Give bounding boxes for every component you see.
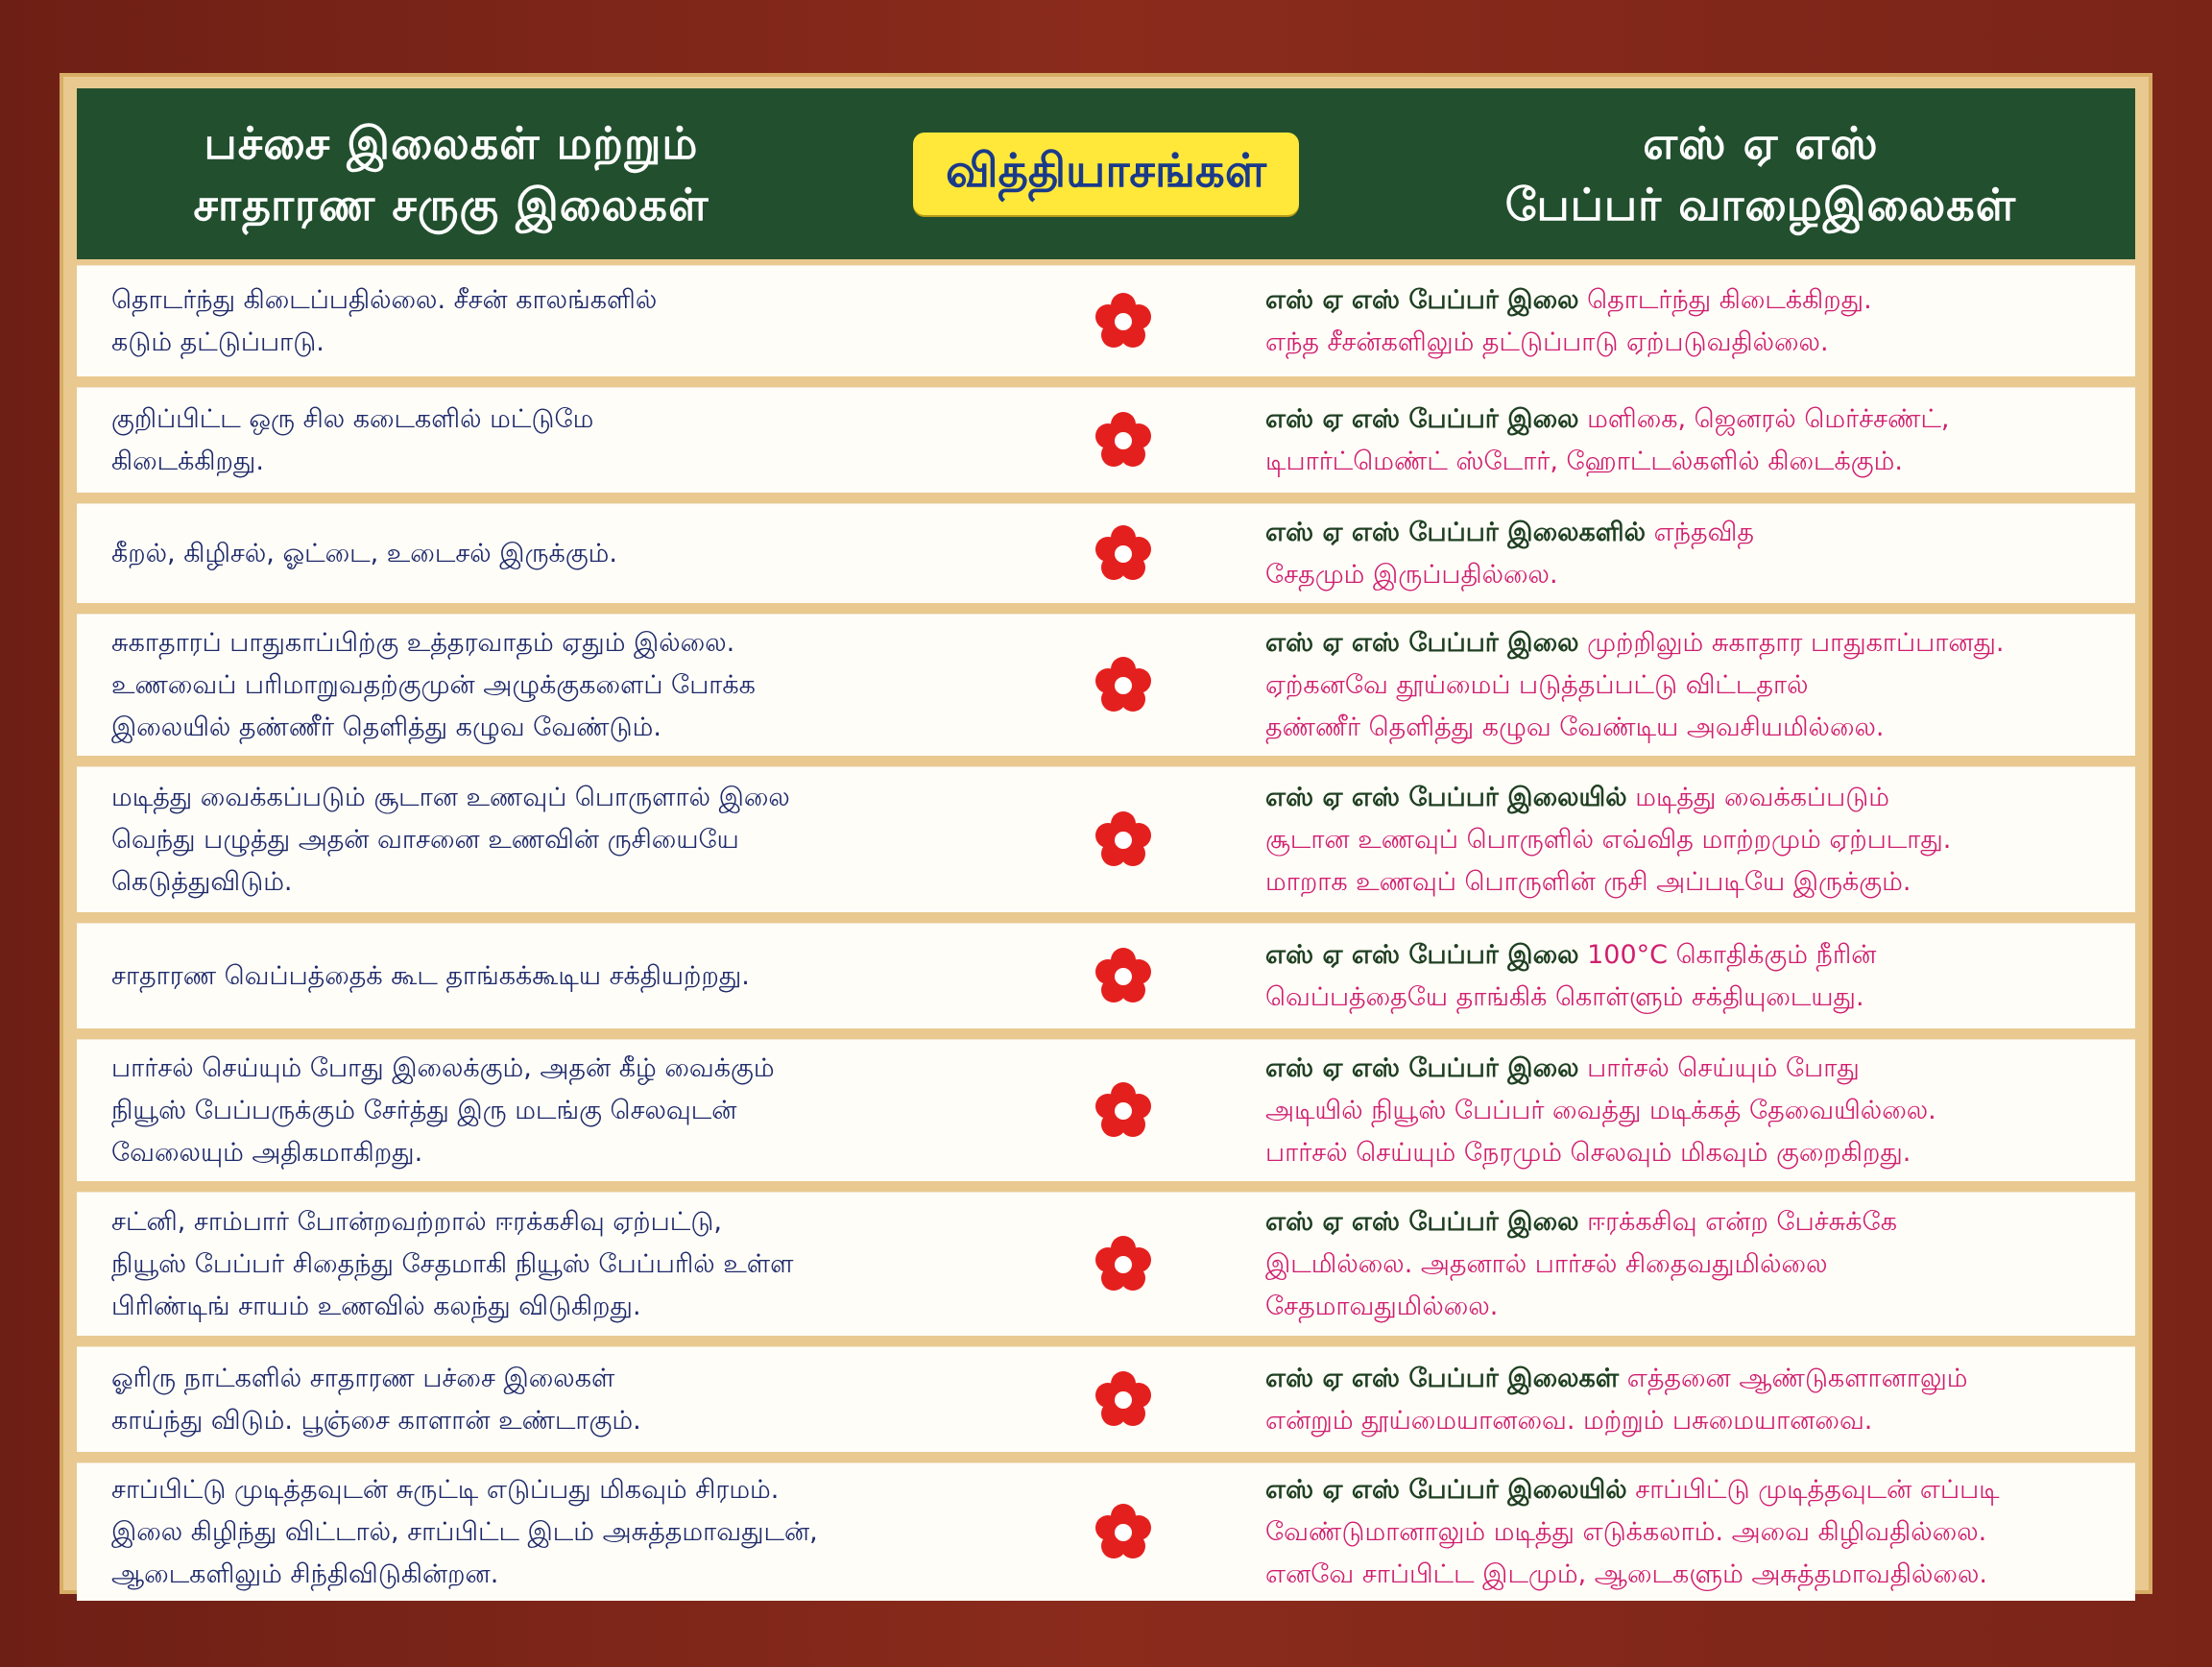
sas-leaf-highlight: மளிகை, ஜெனரல் மெர்ச்சண்ட், xyxy=(1587,403,1950,434)
regular-leaf-description xyxy=(77,264,1037,379)
comparison-row xyxy=(77,1192,2135,1336)
flower-icon xyxy=(1037,524,1210,584)
sas-leaf-highlight: தொடர்ந்து கிடைக்கிறது. xyxy=(1587,284,1872,315)
sas-leaf-prefix: எஸ் ஏ எஸ் பேப்பர் இலைகள் xyxy=(1265,1363,1620,1393)
header-right-line2: பேப்பர் வாழைஇலைகள் xyxy=(1504,179,2017,230)
regular-leaf-text-line: கடும் தட்டுப்பாடு. xyxy=(111,326,325,357)
flower-icon xyxy=(1037,810,1210,870)
sas-leaf-first-line xyxy=(1265,1358,2116,1400)
regular-leaf-text-line: உணவைப் பரிமாறுவதற்குமுன் அழுக்குகளைப் போக்க xyxy=(111,669,756,700)
regular-leaf-description xyxy=(77,383,1037,498)
regular-leaf-text-line: ஓரிரு நாட்களில் சாதாரண பச்சை இலைகள் xyxy=(111,1363,615,1393)
regular-leaf-description xyxy=(77,1342,1037,1458)
sas-leaf-text-line: அடியில் நியூஸ் பேப்பர் வைத்து மடிக்கத் தேவையில்லை. xyxy=(1265,1095,1936,1125)
sas-leaf-prefix: எஸ் ஏ எஸ் பேப்பர் இலை xyxy=(1265,1052,1579,1083)
sas-leaf-highlight: 100°C கொதிக்கும் நீரின் xyxy=(1587,939,1877,970)
sas-leaf-prefix: எஸ் ஏ எஸ் பேப்பர் இலை xyxy=(1265,284,1579,315)
sas-leaf-first-line xyxy=(1265,1048,2116,1090)
regular-leaf-text-line: வேலையும் அதிகமாகிறது. xyxy=(111,1137,423,1168)
sas-leaf-prefix: எஸ் ஏ எஸ் பேப்பர் இலை xyxy=(1265,1206,1579,1237)
sas-leaf-first-line xyxy=(1265,1201,2116,1244)
sas-leaf-highlight: ஈரக்கசிவு என்ற பேச்சுக்கே xyxy=(1587,1206,1897,1237)
sas-leaf-text-line: மாறாக உணவுப் பொருளின் ருசி அப்படியே இருக்கும். xyxy=(1265,866,1911,897)
comparison-row xyxy=(77,923,2135,1028)
comparison-rows xyxy=(77,265,2135,1601)
header-left-line1: பச்சை இலைகள் மற்றும் xyxy=(204,117,699,169)
sas-leaf-prefix: எஸ் ஏ எஸ் பேப்பர் இலை xyxy=(1265,627,1579,658)
sas-leaf-text-line: சூடான உணவுப் பொருளில் எவ்வித மாற்றமும் ஏற்படாது. xyxy=(1265,824,1952,855)
sas-leaf-description xyxy=(1210,1186,2135,1343)
regular-leaf-text-line: கெடுத்துவிடும். xyxy=(111,866,293,897)
sas-leaf-description xyxy=(1210,1032,2135,1190)
sas-leaf-prefix: எஸ் ஏ எஸ் பேப்பர் இலை xyxy=(1265,939,1579,970)
regular-leaf-text-line: சாப்பிட்டு முடித்தவுடன் சுருட்டி எடுப்பது மிகவும் சிரமம். xyxy=(111,1474,780,1505)
regular-leaf-description xyxy=(77,1454,1037,1611)
sas-leaf-first-line xyxy=(1265,279,2116,322)
sas-leaf-description xyxy=(1210,1342,2135,1458)
comparison-card xyxy=(60,73,2152,1594)
regular-leaf-text-line: நியூஸ் பேப்பர் சிதைந்து சேதமாகி நியூஸ் பேப்பரில் உள்ள xyxy=(111,1248,794,1279)
sas-leaf-description xyxy=(1210,607,2135,764)
sas-leaf-text-line: பார்சல் செய்யும் நேரமும் செலவும் மிகவும் குறைகிறது. xyxy=(1265,1137,1911,1168)
regular-leaf-description xyxy=(77,518,1037,591)
flower-icon xyxy=(1037,411,1210,471)
sas-leaf-text-line: தண்ணீர் தெளித்து கழுவ வேண்டிய அவசியமில்லை. xyxy=(1265,712,1885,742)
sas-leaf-description xyxy=(1210,383,2135,498)
sas-leaf-highlight: முற்றிலும் சுகாதார பாதுகாப்பானது. xyxy=(1587,627,2005,658)
sas-leaf-text-line: என்றும் தூய்மையானவை. மற்றும் பசுமையானவை. xyxy=(1265,1405,1873,1436)
sas-leaf-first-line xyxy=(1265,777,2116,819)
comparison-row xyxy=(77,265,2135,376)
sas-leaf-highlight: மடித்து வைக்கப்படும் xyxy=(1635,782,1889,812)
flower-icon xyxy=(1037,1370,1210,1430)
regular-leaf-description xyxy=(77,761,1037,919)
regular-leaf-text-line: ஆடைகளிலும் சிந்திவிடுகின்றன. xyxy=(111,1558,499,1589)
regular-leaf-text-line: சுகாதாரப் பாதுகாப்பிற்கு உத்தரவாதம் ஏதும் இல்லை. xyxy=(111,627,735,658)
sas-leaf-text-line: ஏற்கனவே தூய்மைப் படுத்தப்பட்டு விட்டதால் xyxy=(1265,669,1809,700)
sas-leaf-description xyxy=(1210,1454,2135,1611)
sas-leaf-highlight: பார்சல் செய்யும் போது xyxy=(1587,1052,1860,1083)
regular-leaf-text-line: கீறல், கிழிசல், ஓட்டை, உடைசல் இருக்கும். xyxy=(111,538,617,568)
regular-leaf-text-line: பார்சல் செய்யும் போது இலைக்கும், அதன் கீழ் வைக்கும் xyxy=(111,1052,775,1083)
regular-leaf-text-line: தொடர்ந்து கிடைப்பதில்லை. சீசன் காலங்களில் xyxy=(111,284,658,315)
regular-leaf-description xyxy=(77,940,1037,1013)
regular-leaf-description xyxy=(77,607,1037,764)
sas-leaf-highlight: சாப்பிட்டு முடித்தவுடன் எப்படி xyxy=(1635,1474,2000,1505)
sas-leaf-prefix: எஸ் ஏ எஸ் பேப்பர் இலையில் xyxy=(1265,1474,1627,1505)
comparison-row xyxy=(77,503,2135,603)
regular-leaf-description xyxy=(77,1186,1037,1343)
regular-leaf-text-line: குறிப்பிட்ட ஒரு சில கடைகளில் மட்டுமே xyxy=(111,403,594,434)
sas-leaf-description xyxy=(1210,264,2135,379)
header-left-line2: சாதாரண சருகு இலைகள் xyxy=(193,179,709,230)
sas-leaf-text-line: இடமில்லை. அதனால் பார்சல் சிதைவதுமில்லை xyxy=(1265,1248,1828,1279)
regular-leaf-text-line: பிரிண்டிங் சாயம் உணவில் கலந்து விடுகிறது. xyxy=(111,1291,641,1321)
table-header xyxy=(77,88,2135,259)
regular-leaf-text-line: வெந்து பழுத்து அதன் வாசனை உணவின் ருசியையே xyxy=(111,824,739,855)
regular-leaf-description xyxy=(77,1032,1037,1190)
flower-icon xyxy=(1037,1081,1210,1141)
regular-leaf-text-line: சாதாரண வெப்பத்தைக் கூட தாங்கக்கூடிய சக்தியற்றது. xyxy=(111,960,750,991)
regular-leaf-text-line: இலையில் தண்ணீர் தெளித்து கழுவ வேண்டும். xyxy=(111,712,661,742)
sas-leaf-prefix: எஸ் ஏ எஸ் பேப்பர் இலையில் xyxy=(1265,782,1627,812)
comparison-row xyxy=(77,614,2135,756)
sas-leaf-prefix: எஸ் ஏ எஸ் பேப்பர் இலை xyxy=(1265,403,1579,434)
flower-icon xyxy=(1037,1235,1210,1294)
sas-leaf-text-line: சேதமும் இருப்பதில்லை. xyxy=(1265,559,1558,590)
flower-icon xyxy=(1037,947,1210,1006)
sas-leaf-first-line xyxy=(1265,512,2116,554)
sas-leaf-prefix: எஸ் ஏ எஸ் பேப்பர் இலைகளில் xyxy=(1265,517,1647,547)
regular-leaf-text-line: மடித்து வைக்கப்படும் சூடான உணவுப் பொருளால் இலை xyxy=(111,782,790,812)
regular-leaf-text-line: இலை கிழிந்து விட்டால், சாப்பிட்ட இடம் அசுத்தமாவதுடன், xyxy=(111,1516,818,1547)
comparison-row xyxy=(77,387,2135,493)
sas-leaf-text-line: வெப்பத்தையே தாங்கிக் கொள்ளும் சக்தியுடையது. xyxy=(1265,981,1864,1012)
sas-leaf-description xyxy=(1210,496,2135,612)
sas-leaf-highlight: எத்தனை ஆண்டுகளானாலும் xyxy=(1626,1363,1968,1393)
header-left-title xyxy=(77,112,826,235)
regular-leaf-text-line: நியூஸ் பேப்பருக்கும் சேர்த்து இரு மடங்கு செலவுடன் xyxy=(111,1095,737,1125)
sas-leaf-first-line xyxy=(1265,622,2116,664)
regular-leaf-text-line: கிடைக்கிறது. xyxy=(111,446,264,476)
header-right-line1: எஸ் ஏ எஸ் xyxy=(1643,117,1879,169)
sas-leaf-first-line xyxy=(1265,1469,2116,1511)
sas-leaf-first-line xyxy=(1265,399,2116,441)
sas-leaf-text-line: சேதமாவதுமில்லை. xyxy=(1265,1291,1499,1321)
comparison-row xyxy=(77,766,2135,912)
differences-badge: வித்தியாசங்கள் xyxy=(913,133,1299,215)
flower-icon xyxy=(1037,656,1210,715)
sas-leaf-first-line xyxy=(1265,934,2116,977)
header-center xyxy=(885,133,1327,215)
comparison-row xyxy=(77,1346,2135,1452)
regular-leaf-text-line: காய்ந்து விடும். பூஞ்சை காளான் உண்டாகும். xyxy=(111,1405,641,1436)
flower-icon xyxy=(1037,1503,1210,1562)
comparison-row xyxy=(77,1039,2135,1181)
comparison-row xyxy=(77,1462,2135,1601)
sas-leaf-text-line: வேண்டுமானாலும் மடித்து எடுக்கலாம். அவை கிழிவதில்லை. xyxy=(1265,1516,1987,1547)
flower-icon xyxy=(1037,292,1210,351)
sas-leaf-text-line: எனவே சாப்பிட்ட இடமும், ஆடைகளும் அசுத்தமாவதில்லை. xyxy=(1265,1558,1987,1589)
header-right-title xyxy=(1386,112,2135,235)
sas-leaf-description xyxy=(1210,919,2135,1034)
sas-leaf-highlight: எந்தவித xyxy=(1653,517,1754,547)
sas-leaf-description xyxy=(1210,761,2135,919)
sas-leaf-text-line: டிபார்ட்மெண்ட் ஸ்டோர், ஹோட்டல்களில் கிடைக்கும். xyxy=(1265,446,1903,476)
sas-leaf-text-line: எந்த சீசன்களிலும் தட்டுப்பாடு ஏற்படுவதில்லை. xyxy=(1265,326,1829,357)
regular-leaf-text-line: சட்னி, சாம்பார் போன்றவற்றால் ஈரக்கசிவு ஏற்பட்டு, xyxy=(111,1206,722,1237)
